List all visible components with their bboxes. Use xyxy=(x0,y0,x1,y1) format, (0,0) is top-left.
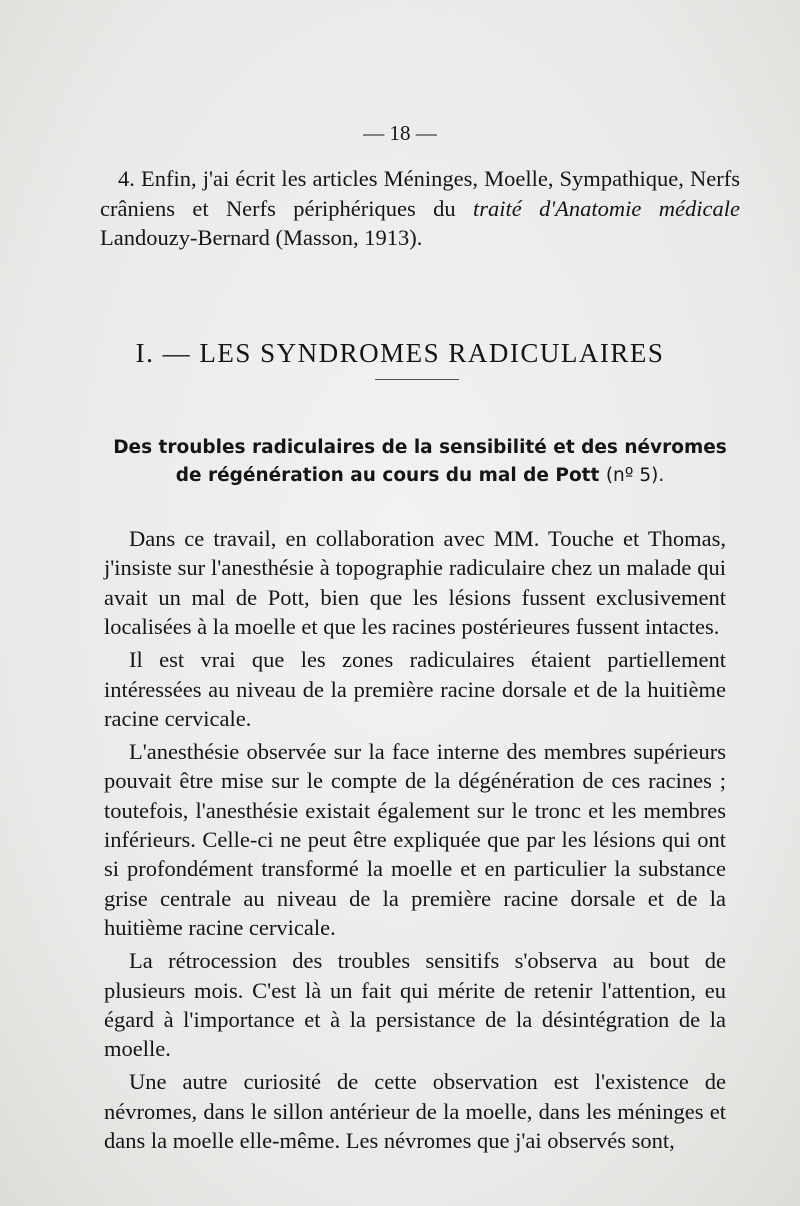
paragraph: Il est vrai que les zones radiculaires étaient partiellement intéressées au niveau de la première racine dorsale et de la huitième racine cervicale. xyxy=(104,647,726,731)
item-text-end: Landouzy-Bernard (Masson, 1913). xyxy=(100,225,423,250)
paragraph: La rétrocession des troubles sensitifs s'observa au bout de plusieurs mois. C'est là un fait qui mérite de retenir l'attention, eu égard à l'importance et à la persistance de la désintégration de la moelle. xyxy=(104,948,726,1062)
paragraph: Une autre curiosité de cette observation est l'existence de névromes, dans le sillon antérieur de la moelle, dans les méninges et dans la moelle elle-même. Les névromes que j'ai observés sont, xyxy=(104,1069,726,1154)
subtitle-reference: (nº 5). xyxy=(605,465,665,486)
item-text: Enfin, j'ai écrit les articles Méninges, Moelle, Sympathique, Nerfs crâniens et Nerfs périphériques du xyxy=(100,166,740,221)
item-italic-title: traité d'Anatomie médicale xyxy=(473,195,740,221)
title-rule xyxy=(375,379,459,380)
page-number: — 18 — xyxy=(363,121,437,145)
section-subtitle xyxy=(100,434,740,490)
paragraph: Dans ce travail, en collaboration avec MM. Touche et Thomas, j'insiste sur l'anesthésie à topographie radiculaire chez un malade qui avait un mal de Pott, bien que les lésions fussent exclusivement localisées à la moelle et que les racines postérieures fussent intactes. xyxy=(104,526,726,640)
item-number: 4. xyxy=(118,166,135,191)
paragraph: L'anesthésie observée sur la face interne des membres supérieurs pouvait être mise sur le compte de la dégénération de ces racines ; toutefois, l'anesthésie existait également sur le tronc et les membres inférieurs. Celle-ci ne peut être expliquée que par les lésions qui ont si profondément transformé la moelle et en particulier la substance grise centrale au niveau de la première racine dorsale et de la huitième racine cervicale. xyxy=(104,738,726,941)
body-text xyxy=(104,524,726,1159)
subtitle-text: Des troubles radiculaires de la sensibilité et des névromes de régénération au cours du mal de Pott xyxy=(113,437,727,486)
section-title: I. — LES SYNDROMES RADICULAIRES xyxy=(135,338,665,368)
item-4-paragraph xyxy=(100,164,740,253)
